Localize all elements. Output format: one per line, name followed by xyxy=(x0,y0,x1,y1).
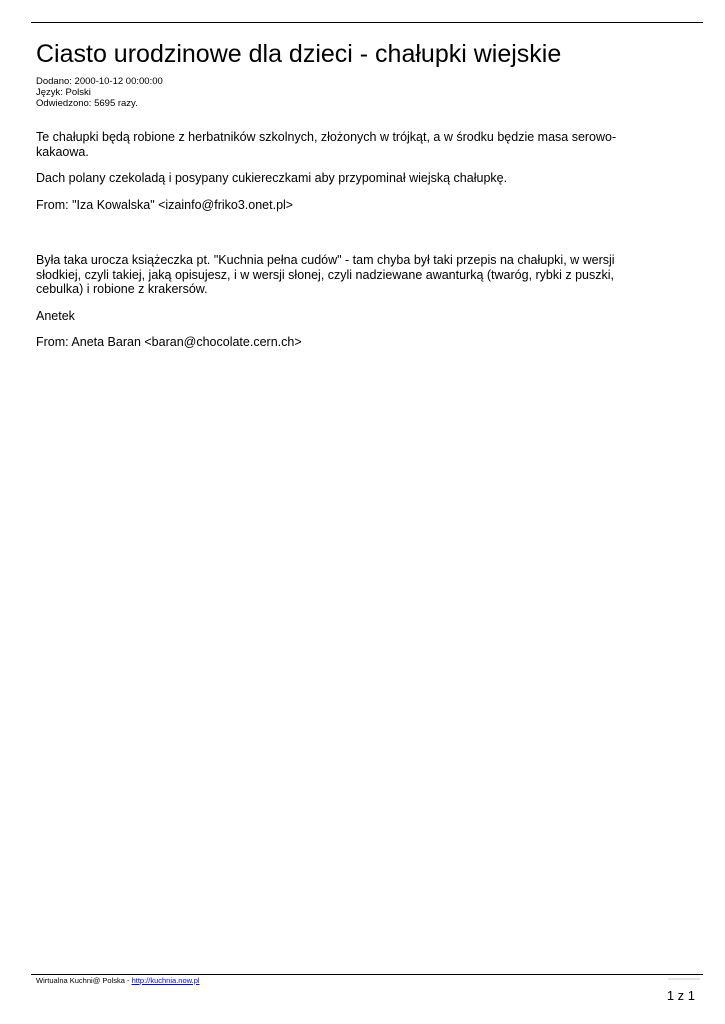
footer-site-name: Wirtualna Kuchni@ Polska - xyxy=(36,976,132,985)
footer-divider xyxy=(31,974,703,975)
paragraph-2: Dach polany czekoladą i posypany cukiereczkami aby przypominał wiejską chałupkę. xyxy=(36,171,508,185)
spacer xyxy=(36,224,626,253)
paragraph-1: Te chałupki będą robione z herbatników szkolnych, złożonych w trójkąt, a w środku będzie masa serowo-kakaowa. xyxy=(36,130,617,159)
footer-stamp xyxy=(668,978,700,980)
author-1: From: "Iza Kowalska" <izainfo@friko3.onet.pl> xyxy=(36,197,294,212)
page-number: 1 z 1 xyxy=(666,988,695,1003)
signature: Anetek xyxy=(36,308,75,323)
footer-site-link[interactable]: http://kuchnia.now.pl xyxy=(131,976,200,985)
page-title: Ciasto urodzinowe dla dzieci - chałupki wiejskie xyxy=(36,40,562,68)
language: Język: Polski xyxy=(36,87,91,98)
header-divider xyxy=(31,22,703,23)
visit-count: Odwiedzono: 5695 razy. xyxy=(36,98,138,109)
article-body xyxy=(36,130,626,362)
paragraph-3: Była taka urocza książeczka pt. "Kuchnia pełna cudów" - tam chyba był taki przepis na chałupki, w wersji słodkiej, czyli takiej, jaką opisujesz, i w wersji słonej, czyli nadziewane awanturką (twaróg, rybki z puszki, cebulka) i robione z krakersów. xyxy=(36,253,615,296)
footer-source xyxy=(36,976,200,985)
author-2: From: Aneta Baran <baran@chocolate.cern.ch> xyxy=(36,335,302,349)
date-added: Dodano: 2000-10-12 00:00:00 xyxy=(36,76,163,87)
article-meta xyxy=(36,76,163,109)
